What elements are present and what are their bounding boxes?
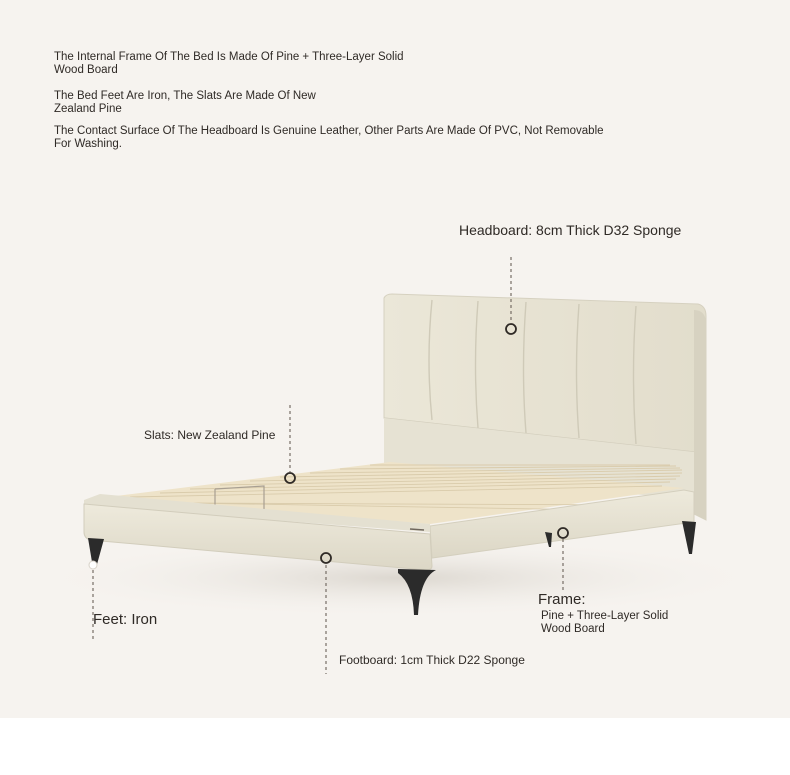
- feet-marker: [89, 561, 97, 569]
- note-headboard-material: The Contact Surface Of The Headboard Is Genuine Leather, Other Parts Are Made Of PVC, Not Removable For Washing.: [54, 125, 604, 150]
- note-feet-slats-material: The Bed Feet Are Iron, The Slats Are Made Of New Zealand Pine: [54, 90, 316, 115]
- headboard-label: Headboard: 8cm Thick D32 Sponge: [459, 222, 682, 238]
- frame-label: Frame:: [538, 591, 586, 608]
- slats-label: Slats: New Zealand Pine: [144, 428, 276, 442]
- frame-detail: Pine + Three-Layer Solid Wood Board: [541, 610, 669, 635]
- material-notes: [54, 51, 654, 151]
- note-frame-material: The Internal Frame Of The Bed Is Made Of Pine + Three-Layer Solid Wood Board: [54, 51, 404, 76]
- footboard-label: Footboard: 1cm Thick D22 Sponge: [339, 653, 525, 667]
- feet-label: Feet: Iron: [93, 611, 158, 628]
